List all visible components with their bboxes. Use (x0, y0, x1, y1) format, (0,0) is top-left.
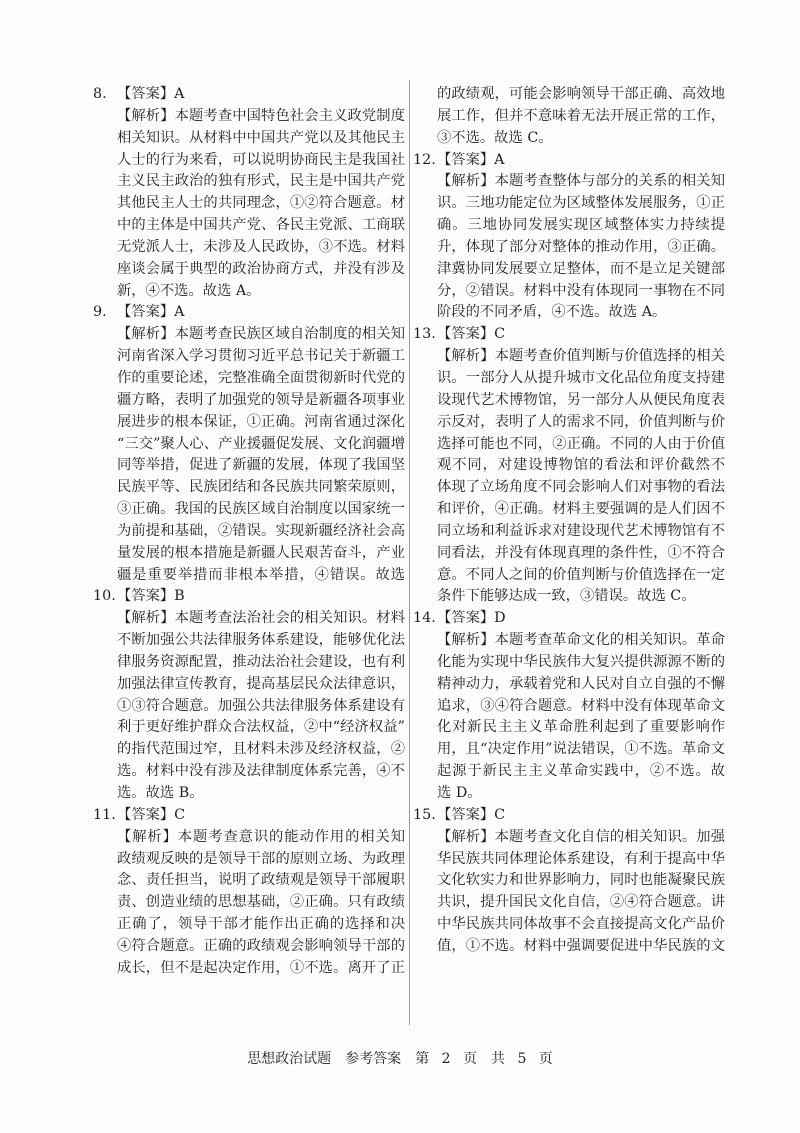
answer-header (93, 805, 405, 827)
analysis-text-line: 精神动力，承载着党和人民对自立自强的不懈 (437, 675, 725, 692)
analysis-text-line: 为前提和基础，②错误。实现新疆经济社会高 (117, 522, 405, 539)
question-number: 15. (413, 806, 436, 823)
answer-label: 【答案】C (437, 326, 506, 343)
answer-label: 【答案】A (437, 151, 505, 168)
analysis-text-line: 中华民族共同体故事不会直接提高文化产品价 (437, 916, 725, 933)
analysis-text-line: 同看法，并没有体现真理的条件性，①不符合 (437, 544, 725, 561)
analysis-text-line: 识。三地功能定位为区域整体发展服务，①正 (437, 195, 725, 212)
analysis-text-line: 共识，提升国民文化自信，②④符合题意。讲 (437, 894, 725, 911)
analysis-text-line: 津冀协同发展要立足整体，而不是立足关键部 (437, 260, 725, 277)
answer-label: 【答案】C (437, 806, 506, 823)
answer-header (413, 324, 725, 346)
analysis-text-line: ④符合题意。正确的政绩观会影响领导干部的 (117, 937, 405, 954)
analysis-text-line: 作的重要论述，完整准确全面贯彻新时代党的 (117, 369, 405, 386)
analysis-text-line: 利于更好维护群众合法权益，②中“经济权益” (117, 719, 405, 736)
analysis-text-line: 座谈会属于典型的政治协商方式，并没有涉及 (117, 260, 405, 277)
analysis-text-line: 【解析】本题考查意识的能动作用的相关知 (117, 828, 405, 845)
analysis-text-line: 加强法律宣传教育，提高基层民众法律意识， (117, 675, 405, 692)
analysis-text-line: 正确了，领导干部才能作出正确的选择和决 (117, 916, 405, 933)
analysis-text-line: 【解析】本题考查价值判断与价值选择的相关 (437, 348, 725, 365)
answer-header (413, 150, 725, 172)
analysis-text-line: 人士的行为来看，可以说明协商民主是我国社 (117, 151, 405, 168)
analysis-text-line: 不断加强公共法律服务体系建设，能够优化法 (117, 632, 405, 649)
analysis-text-line: 追求，③④符合题意。材料中没有体现革命文 (437, 697, 725, 714)
answer-header (413, 805, 725, 827)
analysis-text-line: 和评价，④正确。材料主要强调的是人们因不 (437, 501, 725, 518)
question-number: 11. (93, 806, 116, 823)
analysis-text-line: 用，且“决定作用”说法错误，①不选。革命文 (437, 741, 725, 758)
analysis-text-line: 【解析】本题考查法治社会的相关知识。材料 (117, 610, 405, 627)
analysis-text-line: “三交”聚人心、产业援疆促发展、文化润疆增 (117, 435, 405, 452)
analysis-text-line: 念、责任担当，说明了政绩观是领导干部履职 (117, 872, 405, 889)
analysis-text-line: 观不同，对建设博物馆的看法和评价截然不 (437, 457, 725, 474)
analysis-text-line: 政绩观反映的是领导干部的原则立场、为政理 (117, 850, 405, 867)
analysis-text-line: 分，②错误。材料中没有体现同一事物在不同 (437, 282, 725, 299)
answer-text-line: 的政绩观，可能会影响领导干部正确、高效地 (437, 86, 725, 102)
analysis-text-line: 阶段的不同矛盾，④不选。故选 A。 (437, 304, 667, 321)
analysis-text-line: 值，①不选。材料中强调要促进中华民族的文 (437, 937, 725, 954)
analysis-text-line: 化对新民主主义革命胜利起到了重要影响作 (437, 719, 725, 736)
analysis-text-line: 同立场和利益诉求对建设现代艺术博物馆有不 (437, 522, 725, 539)
analysis-text-line: 新，④不选。故选 A。 (117, 282, 261, 299)
right-column (413, 84, 725, 958)
analysis-text-line: 文化软实力和世界影响力，同时也能凝聚民族 (437, 872, 725, 889)
column-divider (409, 80, 410, 1025)
analysis-text-line: 成长，但不是起决定作用，①不选。离开了正 (117, 959, 405, 976)
question-number: 14. (413, 610, 436, 627)
analysis-text-line: 其他民主人士的共同理念，①②符合题意。材 (117, 195, 405, 212)
analysis-text-line: 【解析】本题考查民族区域自治制度的相关知 (117, 326, 405, 343)
analysis-text-line: 升，体现了部分对整体的推动作用，③正确。 (437, 238, 725, 255)
analysis-text-line: 展进步的根本保证，①正确。河南省通过深化 (117, 413, 405, 430)
analysis-text-line: 疆方略，表明了加强党的领导是新疆各项事业 (117, 391, 405, 408)
analysis-text-line: 【解析】本题考查革命文化的相关知识。革命 (437, 632, 725, 649)
analysis-text-line: 疆是重要举措而非根本举措，④错误。故选 (117, 566, 405, 583)
analysis-text-line: 选。故选 B。 (117, 785, 204, 801)
answer-text-line: ③不选。故选 C。 (437, 129, 553, 146)
analysis-text-line: 的指代范围过窄，且材料未涉及经济权益，② (117, 741, 405, 758)
answer-label: 【答案】C (117, 806, 186, 823)
analysis-text-line: 【解析】本题考查中国特色社会主义政党制度 (117, 107, 405, 124)
analysis-text-line: 律服务资源配置，推动法治社会建设，也有利 (117, 653, 405, 670)
page-footer: 思想政治试题 参考答案 第 2 页 共 5 页 (247, 1051, 553, 1067)
analysis-text-line: ①③符合题意。加强公共法律服务体系建设有 (117, 697, 405, 714)
analysis-text-line: ③正确。我国的民族区域自治制度以国家统一 (117, 501, 405, 518)
analysis-text-line: 化能为实现中华民族伟大复兴提供源源不断的 (437, 653, 725, 670)
analysis-text-line: 体现了立场角度不同会影响人们对事物的看法 (437, 479, 725, 496)
analysis-text-line: 【解析】本题考查文化自信的相关知识。加强 (437, 828, 725, 845)
question-number: 13. (413, 326, 436, 343)
analysis-text-line: 识。一部分人从提升城市文化品位角度支持建 (437, 369, 725, 386)
question-number: 9. (93, 304, 107, 321)
answer-label: 【答案】D (437, 610, 506, 627)
analysis-text-line: 中的主体是中国共产党、各民主党派、工商联 (117, 217, 405, 234)
analysis-text-line: 选择可能也不同，②正确。不同的人由于价值 (437, 435, 725, 452)
question-number: 10. (93, 588, 116, 605)
analysis-text-line: 华民族共同体理论体系建设，有利于提高中华 (437, 850, 725, 867)
question-number: 12. (413, 151, 436, 168)
analysis-text-line: 责、创造业绩的思想基础，②正确。只有政绩 (117, 894, 405, 911)
answer-label: 【答案】A (117, 86, 185, 102)
answer-header (93, 302, 405, 324)
analysis-text-line: 选 D。 (437, 785, 482, 801)
analysis-text-line: 无党派人士，未涉及人民政协，③不选。材料 (117, 238, 405, 255)
analysis-text-line: 同等举措，促进了新疆的发展，体现了我国坚 (117, 457, 405, 474)
analysis-text-line: 河南省深入学习贯彻习近平总书记关于新疆工 (117, 348, 405, 365)
answer-label: 【答案】B (117, 588, 185, 605)
analysis-text-line: 民族平等、民族团结和各民族共同繁荣原则， (117, 479, 405, 496)
analysis-text-line: 示反对，表明了人的需求不同，价值判断与价 (437, 413, 725, 430)
analysis-text-line: 确。三地协同发展实现区域整体实力持续提 (437, 217, 725, 234)
analysis-text-line: 主义民主政治的独有形式，民主是中国共产党 (117, 173, 405, 190)
analysis-text-line: 意。不同人之间的价值判断与价值选择在一定 (437, 566, 725, 583)
analysis-text-line: 起源于新民主主义革命实践中，②不选。故 (437, 763, 725, 780)
analysis-text-line: 【解析】本题考查整体与部分的关系的相关知 (437, 173, 725, 190)
question-number: 8. (93, 86, 107, 102)
analysis-text-line: 选。材料中没有涉及法律制度体系完善，④不 (117, 763, 405, 780)
analysis-text-line: 设现代艺术博物馆，另一部分人从便民角度表 (437, 391, 725, 408)
answer-text-line: 展工作，但并不意味着无法开展正常的工作， (437, 107, 725, 124)
answer-header (93, 84, 405, 106)
analysis-text-line: 量发展的根本措施是新疆人民艰苦奋斗，产业 (117, 544, 405, 561)
analysis-text-line: 相关知识。从材料中中国共产党以及其他民主 (117, 129, 405, 146)
analysis-text-line: 条件下能够达成一致，③错误。故选 C。 (437, 588, 696, 605)
answer-label: 【答案】A (117, 304, 185, 321)
left-column (93, 84, 405, 980)
answer-header (93, 586, 405, 608)
answer-header (413, 608, 725, 630)
